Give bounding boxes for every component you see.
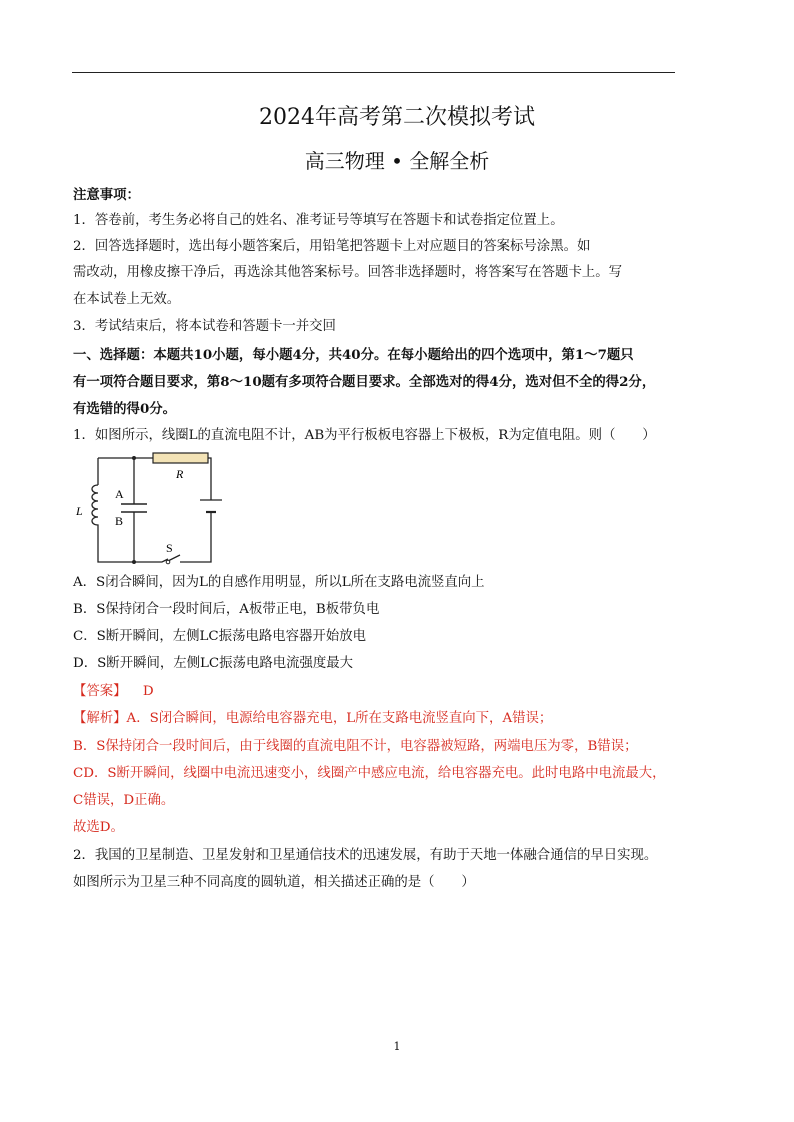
analysis-line: B．S保持闭合一段时间后，由于线圈的直流电阻不计，电容器被短路，两端电压为零，B错误； [73,739,638,754]
question-2-stem: 2．我国的卫星制造、卫星发射和卫星通信技术的迅速发展，有助于天地一体融合通信的早日实现。 [73,848,658,863]
label-r: R [176,467,184,481]
label-a: A [115,487,124,501]
section-instructions: 有选错的得0分。 [73,401,177,417]
option-d: D．S断开瞬间，左侧LC振荡电路电流强度最大 [73,656,354,671]
answer-value: D [142,684,154,699]
page-title: 2024年高考第二次模拟考试 [259,105,535,130]
analysis-line: C错误，D正确。 [73,793,175,808]
notes-heading: 注意事项： [73,187,140,203]
label-l: L [76,504,83,518]
analysis-line: CD．S断开瞬间，线圈中电流迅速变小，线圈产中感应电流，给电容器充电。此时电路中电流最大， [73,766,666,781]
analysis-line: 【解析】A．S闭合瞬间，电源给电容器充电，L所在支路电流竖直向下，A错误； [73,711,553,726]
answer-label: 【答案】 [73,684,127,699]
note-line: 在本试卷上无效。 [73,292,181,307]
option-a: A．S闭合瞬间，因为L的自感作用明显，所以L所在支路电流竖直向上 [73,575,485,590]
section-instructions: 一、选择题：本题共10小题，每小题4分，共40分。在每小题给出的四个选项中，第1～7题只 [73,347,634,363]
option-c: C．S断开瞬间，左侧LC振荡电路电容器开始放电 [73,629,366,644]
note-line: 1．答卷前，考生务必将自己的姓名、准考证号等填写在答题卡和试卷指定位置上。 [73,213,564,228]
note-line: 需改动，用橡皮擦干净后，再选涂其他答案标号。回答非选择题时，将答案写在答题卡上。写 [73,265,623,280]
note-line: 3．考试结束后，将本试卷和答题卡一并交回 [73,319,336,334]
answer-line [73,683,154,701]
section-instructions: 有一项符合题目要求，第8～10题有多项符合题目要求。全部选对的得4分，选对但不全的得2分， [73,374,656,390]
page-number: 1 [393,1040,401,1053]
page-subtitle: 高三物理 • 全解全析 [304,149,490,173]
circuit-diagram [68,450,238,570]
note-line: 2．回答选择题时，选出每小题答案后，用铅笔把答题卡上对应题目的答案标号涂黑。如 [73,239,591,254]
question-2-stem: 如图所示为卫星三种不同高度的圆轨道，相关描述正确的是（ ） [73,875,475,890]
analysis-line: 故选D。 [73,820,124,835]
label-b: B [115,514,124,528]
label-s: S [166,541,173,555]
header-rule [72,72,675,73]
option-b: B．S保持闭合一段时间后，A板带正电，B板带负电 [73,602,380,617]
question-1-stem: 1．如图所示，线圈L的直流电阻不计，AB为平行板板电容器上下极板，R为定值电阻。则（ ） [73,428,656,443]
